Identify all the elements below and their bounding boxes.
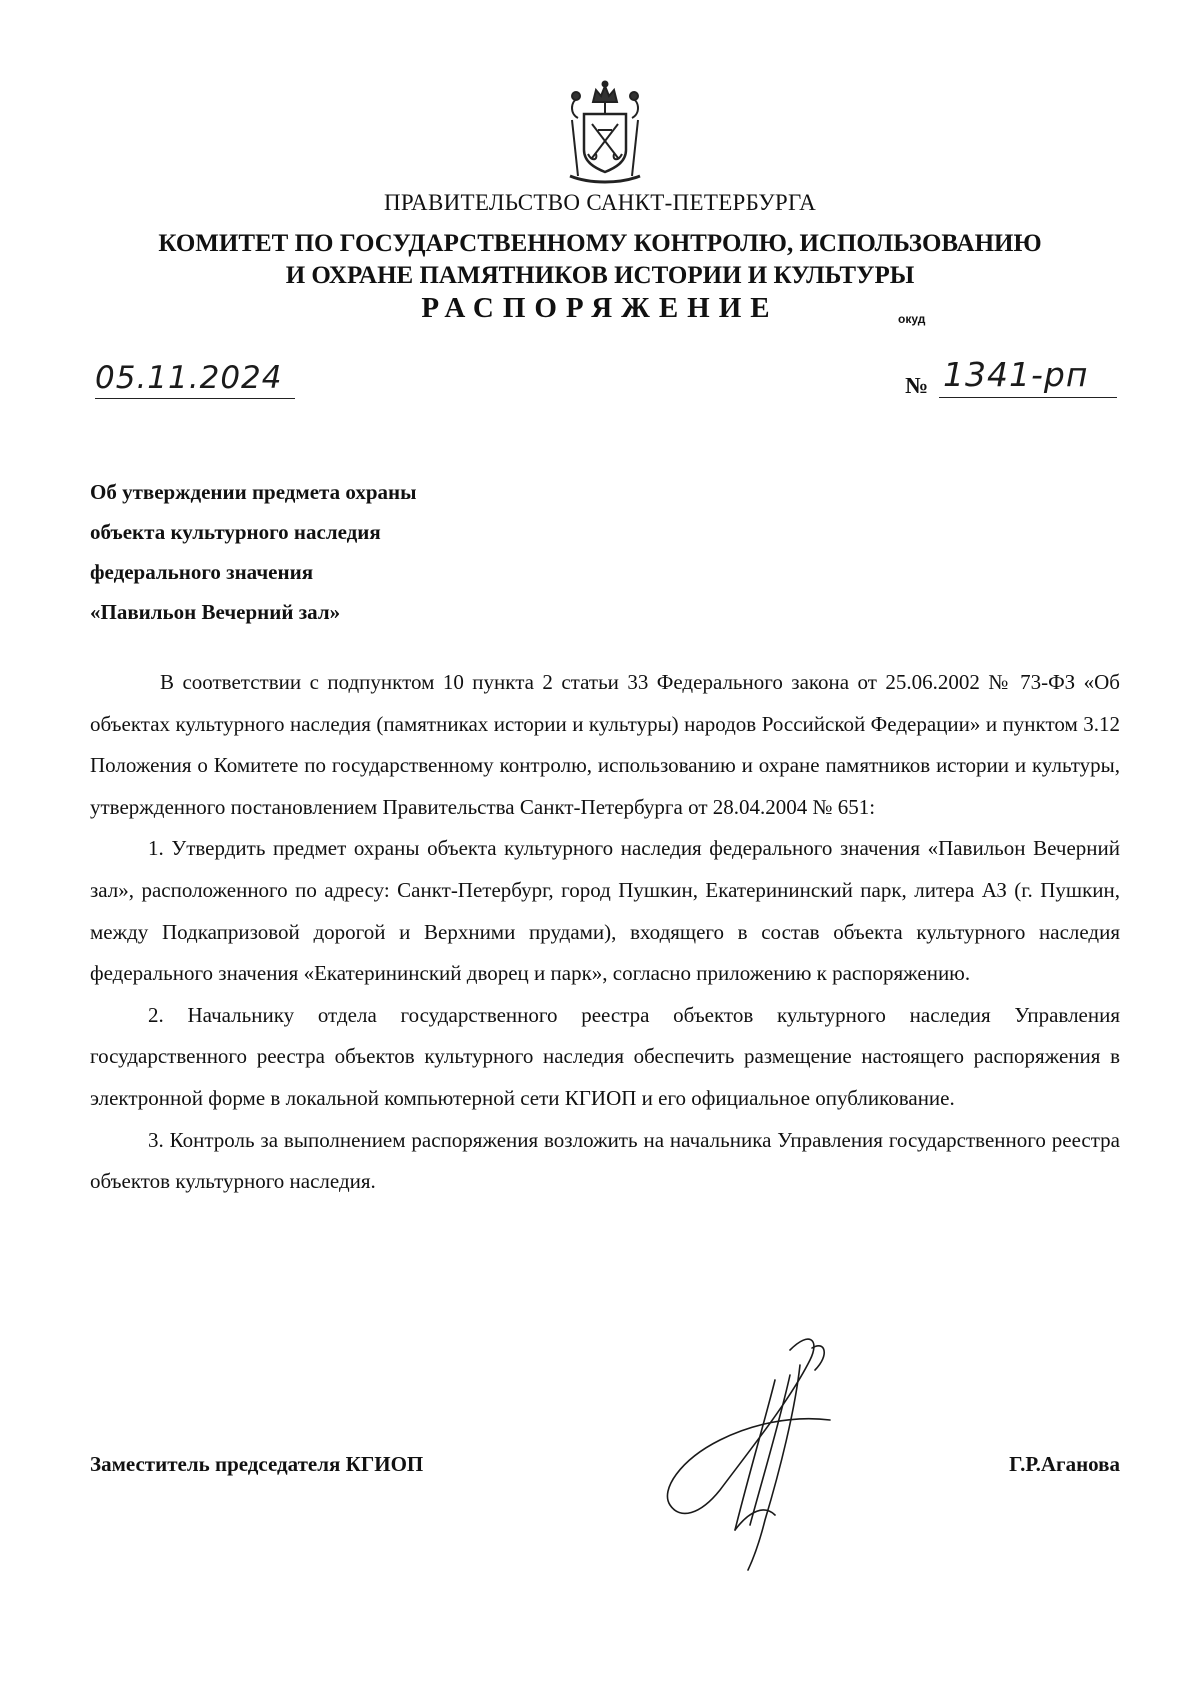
number-underline xyxy=(939,397,1117,398)
document-body xyxy=(90,662,1120,1203)
committee-name-line-1: КОМИТЕТ ПО ГОСУДАРСТВЕННОМУ КОНТРОЛЮ, ИСПОЛЬЗОВАНИЮ xyxy=(158,230,1042,257)
subject-line: объекта культурного наследия xyxy=(90,520,381,544)
number-sign: № xyxy=(905,373,929,398)
date-value: 05.11.2024 xyxy=(95,360,283,396)
signer-name: Г.Р.Аганова xyxy=(1009,1452,1120,1476)
subject-line: Об утверждении предмета охраны xyxy=(90,480,417,504)
committee-name-line-2: И ОХРАНЕ ПАМЯТНИКОВ ИСТОРИИ И КУЛЬТУРЫ xyxy=(285,262,915,289)
document-date xyxy=(95,360,295,404)
number-value: 1341-рп xyxy=(943,355,1089,394)
signer-title: Заместитель председателя КГИОП xyxy=(90,1452,424,1476)
government-name: ПРАВИТЕЛЬСТВО САНКТ-ПЕТЕРБУРГА xyxy=(383,190,817,215)
document-number xyxy=(905,355,1120,403)
item-1-paragraph: 1. Утвердить предмет охраны объекта культурного наследия федерального значения «Павильон Вечерний зал», расположенного по адресу: Санкт-Петербург, город Пушкин, Екатерининский парк, литера АЗ (г. Пушкин, между Подкапризовой дорогой и Верхними прудами), входящего в состав объекта культурного наследия федерального значения «Екатерининский дворец и парк», согласно приложению к распоряжению. xyxy=(90,836,1120,986)
document-type-title: РАСПОРЯЖЕНИЕ xyxy=(421,292,779,324)
committee-name xyxy=(0,228,1200,292)
okud-label: окуд xyxy=(898,312,926,326)
saint-petersburg-coat-of-arms-icon xyxy=(560,80,650,185)
item-2-paragraph: 2. Начальнику отдела государственного реестра объектов культурного наследия Управления государственного реестра объектов культурного наследия обеспечить размещение настоящего распоряжения в электронной форме в локальной компьютерной сети КГИОП и его официальное опубликование. xyxy=(90,1002,1120,1110)
item-3-paragraph: 3. Контроль за выполнением распоряжения возложить на начальника Управления государственного реестра объектов культурного наследия. xyxy=(90,1127,1120,1194)
subject-line: федерального значения xyxy=(90,560,314,584)
document-subject xyxy=(90,472,417,632)
subject-line: «Павильон Вечерний зал» xyxy=(90,600,341,624)
date-underline xyxy=(95,398,295,399)
handwritten-signature-icon xyxy=(640,1320,880,1580)
preamble-paragraph: В соответствии с подпунктом 10 пункта 2 статьи 33 Федерального закона от 25.06.2002 № 73-ФЗ «Об объектах культурного наследия (памятниках истории и культуры) народов Российской Федерации» и пунктом 3.12 Положения о Комитете по государственному контролю, использованию и охране памятников истории и культуры, утвержденного постановлением Правительства Санкт-Петербурга от 28.04.2004 № 651: xyxy=(90,670,1120,819)
